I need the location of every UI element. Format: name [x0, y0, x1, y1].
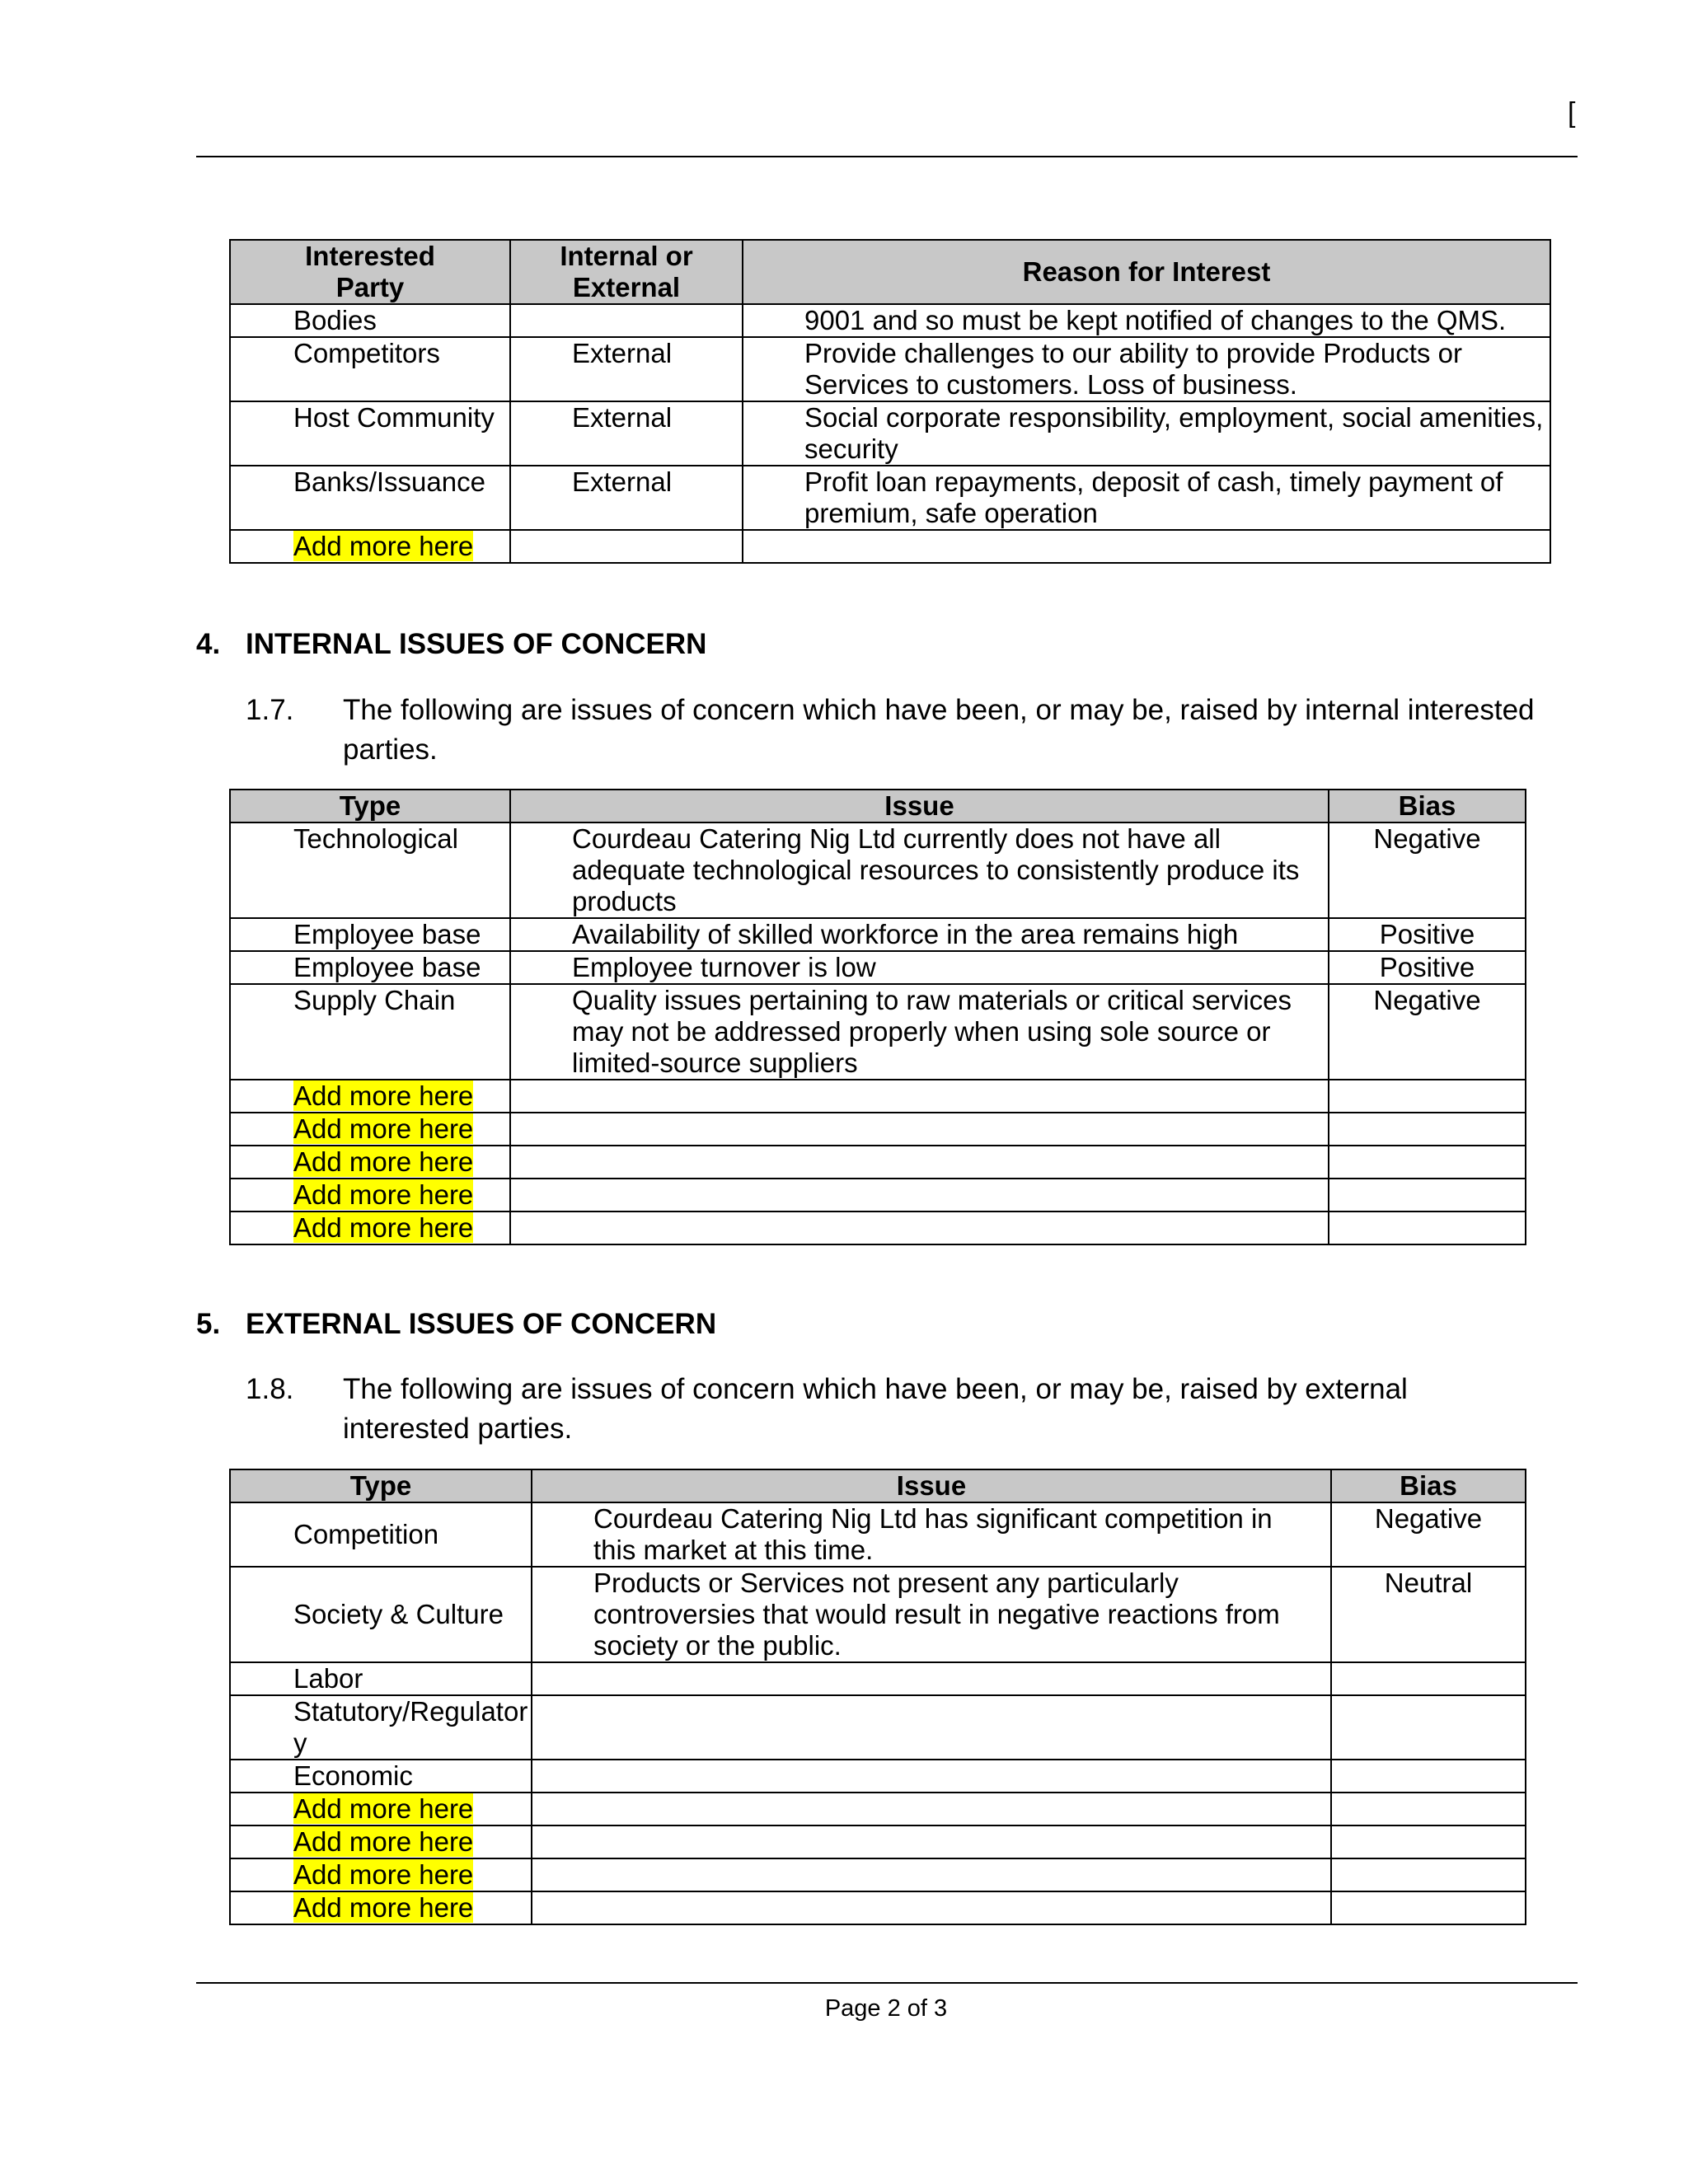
add-more-placeholder: Add more here: [293, 1859, 474, 1890]
issue-cell: [532, 1891, 1331, 1924]
issue-cell: Courdeau Catering Nig Ltd has significant competition in this market at this time.: [532, 1502, 1331, 1567]
section-4-heading: [196, 628, 706, 661]
col-header-type: Type: [230, 790, 510, 823]
add-more-placeholder: Add more here: [293, 1146, 474, 1177]
add-more-placeholder: Add more here: [293, 1212, 474, 1243]
table-row: [230, 1567, 1526, 1662]
header-corner-mark: [: [1568, 97, 1576, 129]
reason-cell: Provide challenges to our ability to provide Products or Services to customers. Loss of business.: [743, 337, 1550, 401]
bias-cell: [1331, 1825, 1526, 1858]
bias-cell: [1331, 1695, 1526, 1760]
type-cell: [230, 1212, 510, 1244]
paragraph-number: 1.8.: [246, 1373, 294, 1405]
bias-cell: [1331, 1760, 1526, 1793]
col-header-bias: Bias: [1329, 790, 1526, 823]
bias-cell: [1329, 1146, 1526, 1179]
issue-cell: Products or Services not present any particularly controversies that would result in negative reactions from society or the public.: [532, 1567, 1331, 1662]
issue-cell: Employee turnover is low: [510, 951, 1329, 984]
table-row: [230, 1695, 1526, 1760]
type-cell: Labor: [230, 1662, 532, 1695]
bias-cell: [1331, 1858, 1526, 1891]
issue-cell: Courdeau Catering Nig Ltd currently does not have all adequate technological resources to consistently produce its products: [510, 823, 1329, 918]
paragraph-text: The following are issues of concern which have been, or may be, raised by external interested parties.: [343, 1373, 1408, 1445]
type-cell: Technological: [230, 823, 510, 918]
type-cell: [230, 1858, 532, 1891]
add-more-placeholder: Add more here: [293, 1179, 474, 1210]
type-cell: [510, 304, 743, 337]
issue-cell: [510, 1113, 1329, 1146]
table-row: [230, 1212, 1526, 1244]
table-row: [230, 1858, 1526, 1891]
type-cell: External: [510, 337, 743, 401]
table-row: [230, 1113, 1526, 1146]
interested-parties-table: [229, 239, 1551, 564]
type-cell: Economic: [230, 1760, 532, 1793]
section-5-paragraph: [246, 1370, 1581, 1449]
type-cell: Competition: [230, 1502, 532, 1567]
bias-cell: [1331, 1662, 1526, 1695]
external-issues-table: [229, 1469, 1526, 1925]
page-number: Page 2 of 3: [824, 1995, 948, 2022]
bias-cell: [1329, 1113, 1526, 1146]
party-cell: Host Community: [230, 401, 510, 466]
type-cell: [230, 1891, 532, 1924]
section-title: EXTERNAL ISSUES OF CONCERN: [246, 1308, 717, 1340]
issue-cell: [532, 1695, 1331, 1760]
issue-cell: Availability of skilled workforce in the area remains high: [510, 918, 1329, 951]
party-cell: Banks/Issuance: [230, 466, 510, 530]
party-cell: [230, 530, 510, 563]
add-more-placeholder: Add more here: [293, 1892, 474, 1923]
table-row: [230, 1502, 1526, 1567]
col-header-type: Type: [230, 1469, 532, 1502]
table-row: [230, 530, 1550, 563]
type-cell: [230, 1793, 532, 1825]
bias-cell: Positive: [1329, 918, 1526, 951]
add-more-placeholder: Add more here: [293, 1113, 474, 1144]
table-row: [230, 1080, 1526, 1113]
type-cell: Supply Chain: [230, 984, 510, 1080]
header-rule: [196, 156, 1578, 157]
bias-cell: Neutral: [1331, 1567, 1526, 1662]
table-row: [230, 951, 1526, 984]
footer-rule: [196, 1982, 1578, 1984]
table-row: [230, 337, 1550, 401]
col-header-reason: Reason for Interest: [743, 240, 1550, 304]
reason-cell: 9001 and so must be kept notified of changes to the QMS.: [743, 304, 1550, 337]
type-cell: Employee base: [230, 951, 510, 984]
bias-cell: [1329, 1080, 1526, 1113]
paragraph-text: The following are issues of concern which have been, or may be, raised by internal interested parties.: [343, 694, 1535, 766]
bias-cell: Negative: [1329, 984, 1526, 1080]
table-row: [230, 304, 1550, 337]
issue-cell: [510, 1146, 1329, 1179]
add-more-placeholder: Add more here: [293, 1826, 474, 1857]
table-row: [230, 1825, 1526, 1858]
type-cell: [230, 1080, 510, 1113]
table-row: [230, 1146, 1526, 1179]
bias-cell: [1331, 1891, 1526, 1924]
table-row: [230, 1793, 1526, 1825]
reason-cell: [743, 530, 1550, 563]
table-row: [230, 401, 1550, 466]
table-row: [230, 1179, 1526, 1212]
bias-cell: Negative: [1329, 823, 1526, 918]
type-cell: External: [510, 466, 743, 530]
table-row: [230, 984, 1526, 1080]
col-header-internal-external: Internal or External: [510, 240, 743, 304]
issue-cell: [510, 1179, 1329, 1212]
section-title: INTERNAL ISSUES OF CONCERN: [246, 628, 707, 660]
type-cell: [230, 1179, 510, 1212]
bias-cell: [1329, 1212, 1526, 1244]
table-row: [230, 1891, 1526, 1924]
issue-cell: [510, 1080, 1329, 1113]
paragraph-number: 1.7.: [246, 694, 294, 726]
section-number: 4.: [196, 628, 221, 660]
bias-cell: [1331, 1793, 1526, 1825]
add-more-placeholder: Add more here: [293, 1080, 474, 1111]
table-row: [230, 1662, 1526, 1695]
issue-cell: [510, 1212, 1329, 1244]
col-header-issue: Issue: [532, 1469, 1331, 1502]
issue-cell: [532, 1793, 1331, 1825]
section-5-heading: [196, 1308, 716, 1341]
bias-cell: Positive: [1329, 951, 1526, 984]
section-4-paragraph: [246, 691, 1581, 770]
party-cell: Bodies: [230, 304, 510, 337]
type-cell: Statutory/Regulatory: [230, 1695, 532, 1760]
type-cell: External: [510, 401, 743, 466]
issue-cell: [532, 1662, 1331, 1695]
issue-cell: Quality issues pertaining to raw materials or critical services may not be addressed properly when using sole source or limited-source suppliers: [510, 984, 1329, 1080]
bias-cell: Negative: [1331, 1502, 1526, 1567]
party-cell: Competitors: [230, 337, 510, 401]
table-row: [230, 466, 1550, 530]
type-cell: [230, 1825, 532, 1858]
col-header-bias: Bias: [1331, 1469, 1526, 1502]
type-cell: [510, 530, 743, 563]
add-more-placeholder: Add more here: [293, 531, 474, 561]
type-cell: Employee base: [230, 918, 510, 951]
issue-cell: [532, 1858, 1331, 1891]
type-cell: [230, 1113, 510, 1146]
col-header-issue: Issue: [510, 790, 1329, 823]
reason-cell: Profit loan repayments, deposit of cash, timely payment of premium, safe operation: [743, 466, 1550, 530]
col-header-interested-party: Interested Party: [230, 240, 510, 304]
issue-cell: [532, 1825, 1331, 1858]
internal-issues-table: [229, 789, 1526, 1245]
reason-cell: Social corporate responsibility, employment, social amenities, security: [743, 401, 1550, 466]
bias-cell: [1329, 1179, 1526, 1212]
issue-cell: [532, 1760, 1331, 1793]
section-number: 5.: [196, 1308, 221, 1340]
type-cell: [230, 1146, 510, 1179]
table-row: [230, 1760, 1526, 1793]
table-row: [230, 823, 1526, 918]
type-cell: Society & Culture: [230, 1567, 532, 1662]
add-more-placeholder: Add more here: [293, 1793, 474, 1824]
table-row: [230, 918, 1526, 951]
